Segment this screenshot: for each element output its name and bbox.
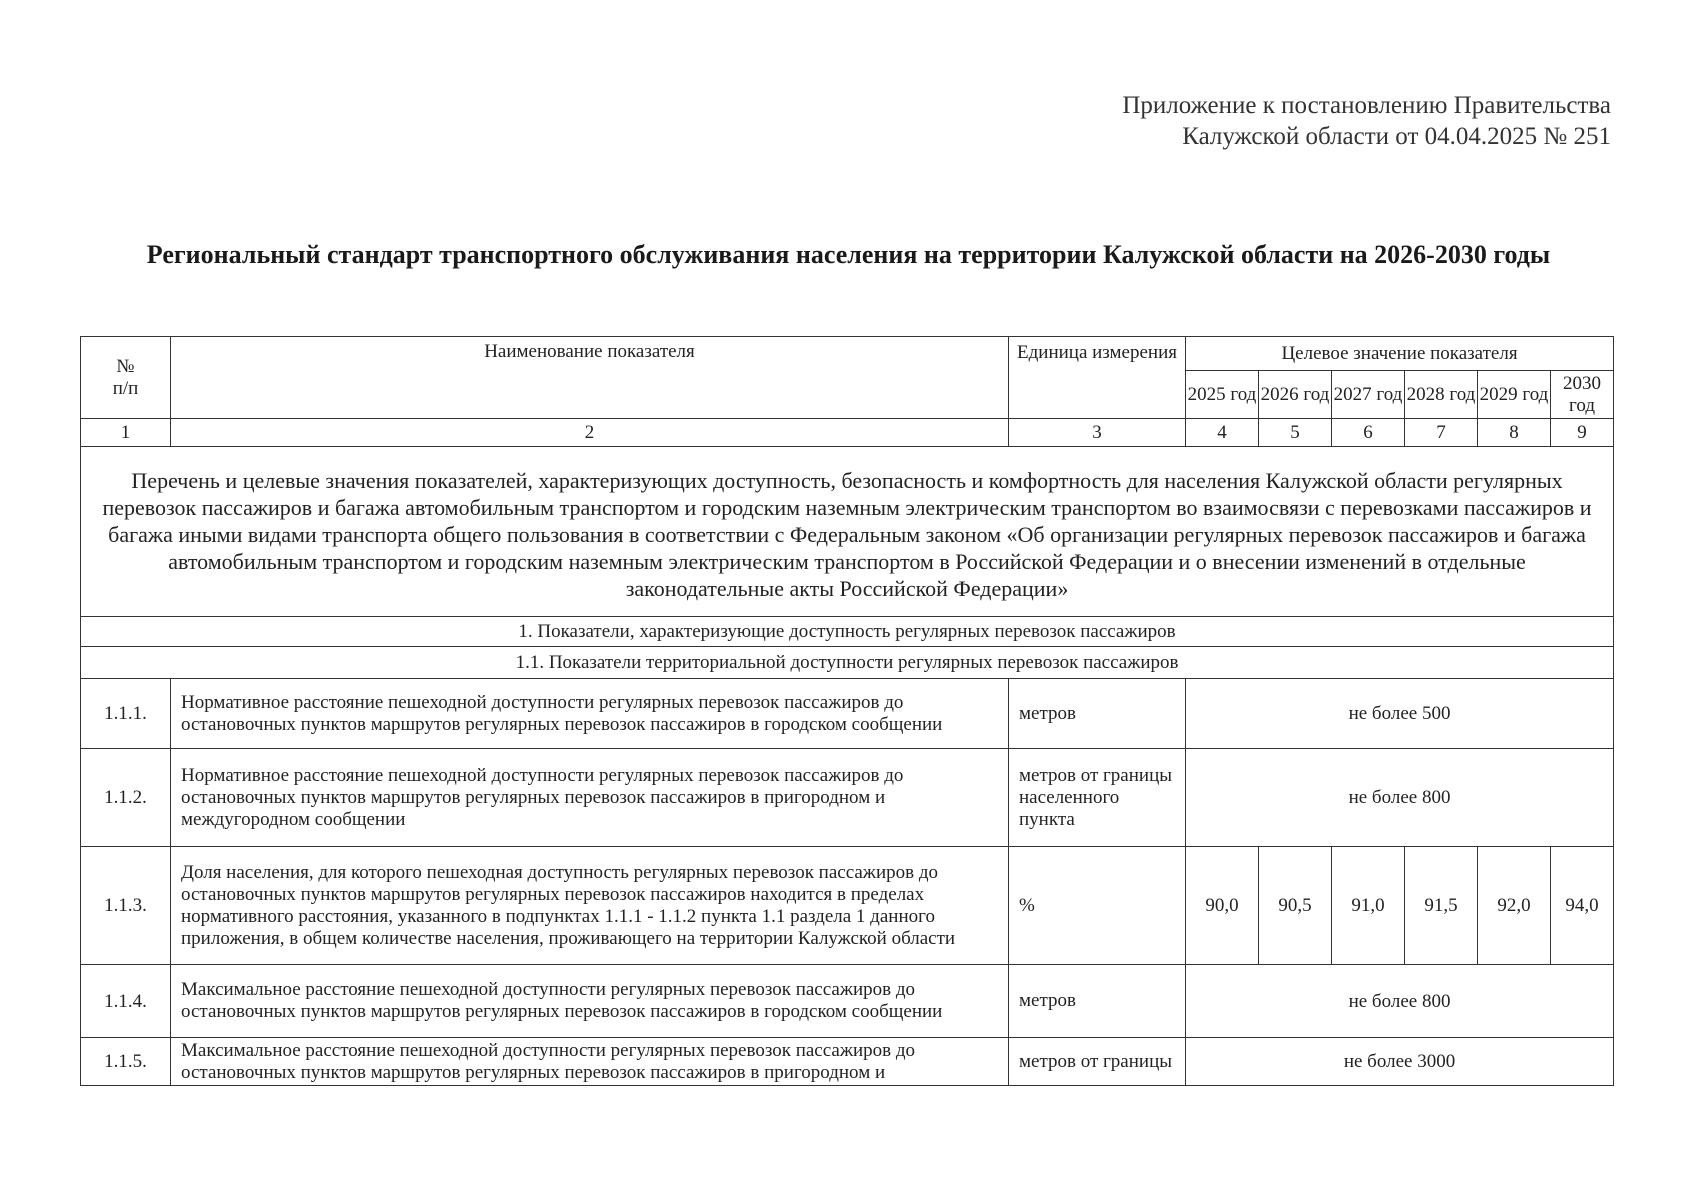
unit-cell: метров от границы [1009,1038,1186,1086]
indicator-name: Нормативное расстояние пешеходной доступности регулярных перевозок пассажиров до остановочных пунктов маршрутов регулярных перевозок пассажиров в пригородном и междугородном сообщении [171,749,1009,847]
target-value-2026: 90,5 [1259,847,1332,965]
document-title: Региональный стандарт транспортного обслуживания населения на территории Калужской области на 2026-2030 годы [146,240,1551,269]
col-header-target: Целевое значение показателя [1186,337,1614,371]
unit-cell: метров от границы населенного пункта [1009,749,1186,847]
col-header-year-2029: 2029 год [1478,371,1551,419]
table-row [81,965,1614,1038]
section-heading-1: 1. Показатели, характеризующие доступность регулярных перевозок пассажиров [81,617,1614,647]
col-header-year-2025: 2025 год [1186,371,1259,419]
column-number: 3 [1009,419,1186,447]
table-row [81,1038,1614,1086]
col-header-number: № п/п [81,337,171,419]
col-header-year-2030: 2030 год [1551,371,1614,419]
unit-cell: метров [1009,965,1186,1038]
column-number: 9 [1551,419,1614,447]
target-value-merged: не более 800 [1186,965,1614,1038]
column-number: 5 [1259,419,1332,447]
table-row [81,749,1614,847]
column-number: 2 [171,419,1009,447]
section-heading-1-1: 1.1. Показатели территориальной доступности регулярных перевозок пассажиров [81,647,1614,679]
row-number: 1.1.5. [81,1038,171,1086]
column-number: 4 [1186,419,1259,447]
target-value-2029: 92,0 [1478,847,1551,965]
target-value-2025: 90,0 [1186,847,1259,965]
indicator-name: Максимальное расстояние пешеходной доступности регулярных перевозок пассажиров до остановочных пунктов маршрутов регулярных перевозок пассажиров в пригородном и [171,1038,1009,1086]
unit-cell: % [1009,847,1186,965]
col-header-year-2026: 2026 год [1259,371,1332,419]
target-value-merged: не более 3000 [1186,1038,1614,1086]
column-number-row [81,419,1614,447]
target-value-2028: 91,5 [1405,847,1478,965]
table-row [81,679,1614,749]
column-number: 6 [1332,419,1405,447]
indicators-table [80,336,1614,1086]
section-row [81,617,1614,647]
annex-reference [1122,90,1611,152]
col-header-unit: Единица измерения [1009,337,1186,419]
target-value-merged: не более 800 [1186,749,1614,847]
table-row [81,847,1614,965]
target-value-merged: не более 500 [1186,679,1614,749]
annex-line-2: Калужской области от 04.04.2025 № 251 [1182,123,1611,150]
unit-cell: метров [1009,679,1186,749]
table-header-row-1 [81,337,1614,371]
col-header-name: Наименование показателя [171,337,1009,419]
intro-text: Перечень и целевые значения показателей, характеризующих доступность, безопасность и комфортность для населения Калужской области регулярных перевозок пассажиров и багажа автомобильным транспортом и городским наземным электрическим транспортом во взаимосвязи с перевозками пассажиров и багажа иными видами транспорта общего пользования в соответствии с Федеральным законом «Об организации регулярных перевозок пассажиров и багажа автомобильным транспортом и городским наземным электрическим транспортом в Российской Федерации и о внесении изменений в отдельные законодательные акты Российской Федерации» [81,447,1614,617]
target-value-2027: 91,0 [1332,847,1405,965]
indicator-name: Максимальное расстояние пешеходной доступности регулярных перевозок пассажиров до остановочных пунктов маршрутов регулярных перевозок пассажиров в городском сообщении [171,965,1009,1038]
col-header-year-2028: 2028 год [1405,371,1478,419]
indicator-name: Доля населения, для которого пешеходная доступность регулярных перевозок пассажиров до остановочных пунктов маршрутов регулярных перевозок пассажиров находится в пределах нормативного расстояния, указанного в подпунктах 1.1.1 - 1.1.2 пункта 1.1 раздела 1 данного приложения, в общем количестве населения, проживающего на территории Калужской области [171,847,1009,965]
column-number: 8 [1478,419,1551,447]
row-number: 1.1.1. [81,679,171,749]
column-number: 7 [1405,419,1478,447]
section-row [81,647,1614,679]
indicator-name: Нормативное расстояние пешеходной доступности регулярных перевозок пассажиров до остановочных пунктов маршрутов регулярных перевозок пассажиров в городском сообщении [171,679,1009,749]
row-number: 1.1.4. [81,965,171,1038]
col-header-year-2027: 2027 год [1332,371,1405,419]
annex-line-1: Приложение к постановлению Правительства [1122,92,1611,119]
row-number: 1.1.2. [81,749,171,847]
target-value-2030: 94,0 [1551,847,1614,965]
intro-row [81,447,1614,617]
column-number: 1 [81,419,171,447]
row-number: 1.1.3. [81,847,171,965]
